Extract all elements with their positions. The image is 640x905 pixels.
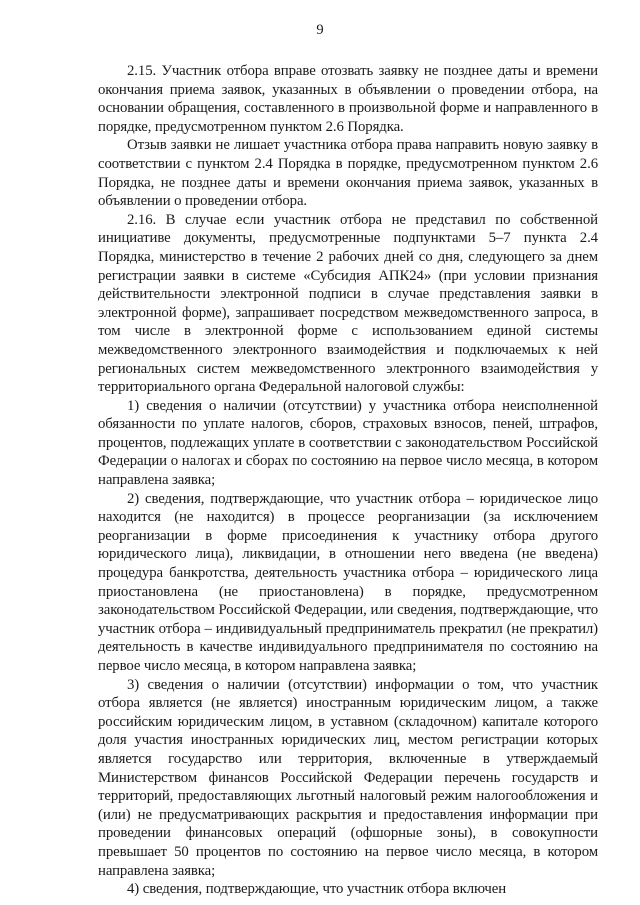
paragraph-2-16: 2.16. В случае если участник отбора не представил по собственной инициативе документы, предусмотренные подпунктами 5–7 пункта 2.4 Порядка, министерство в течение 2 рабочих дней со дня, следующего за днем регистрации заявки в системе «Субсидия АПК24» (при условии признания действительности электронной подписи в случае представления заявки в электронной форме), запрашивает посредством межведомственного запроса, в том числе в электронной форме с использованием единой системы межведомственного электронного взаимодействия и подключаемых к ней региональных систем межведомственного электронного взаимодействия у территориального органа Федеральной налоговой службы: (98, 211, 598, 396)
list-item-2: 2) сведения, подтверждающие, что участник отбора – юридическое лицо находится (не находится) в процессе реорганизации (за исключением реорганизации в форме присоединения к участнику отбора другого юридического лица), ликвидации, в отношении него введена (не введена) процедура банкротства, деятельность участника отбора – юридического лица приостановлена (не приостановлена) в порядке, предусмотренном законодательством Российской Федерации, или сведения, подтверждающие, что участник отбора – индивидуальный предприниматель прекратил (не прекратил) деятельность в качестве индивидуального предпринимателя по состоянию на первое число месяца, в котором направлена заявка; (98, 490, 598, 674)
document-body (98, 62, 598, 899)
list-item-4: 4) сведения, подтверждающие, что участник отбора включен (127, 881, 507, 898)
list-item-3: 3) сведения о наличии (отсутствии) информации о том, что участник отбора является (не является) иностранным юридическим лицом, а также российским юридическим лицом, в уставном (складочном) капитале которого доля участия иностранных юридических лиц, местом регистрации которых является государство или территория, включенные в утверждаемый Министерством финансов Российской Федерации перечень государств и территорий, предоставляющих льготный налоговый режим налогообложения и (или) не предусматривающих раскрытия и предоставления информации при проведении финансовых операций (офшорные зоны), в совокупности превышает 50 процентов по состоянию на первое число месяца, в котором направлена заявка; (98, 676, 598, 879)
paragraph-withdrawal-note: Отзыв заявки не лишает участника отбора права направить новую заявку в соответствии с пунктом 2.4 Порядка в порядке, предусмотренном пунктом 2.6 Порядка, не позднее даты и времени окончания приема заявок, указанных в объявлении о проведении отбора. (98, 137, 598, 210)
list-item-1: 1) сведения о наличии (отсутствии) у участника отбора неисполненной обязанности по уплате налогов, сборов, страховых взносов, пеней, штрафов, процентов, подлежащих уплате в соответствии с законодательством Российской Федерации о налогах и сборах по состоянию на первое число месяца, в котором направлена заявка; (98, 397, 598, 489)
page-number: 9 (316, 22, 324, 38)
paragraph-2-15: 2.15. Участник отбора вправе отозвать заявку не позднее даты и времени окончания приема заявок, указанных в объявлении о проведении отбора, на основании обращения, составленного в произвольной форме и направленного в порядке, предусмотренном пунктом 2.6 Порядка. (98, 63, 598, 135)
